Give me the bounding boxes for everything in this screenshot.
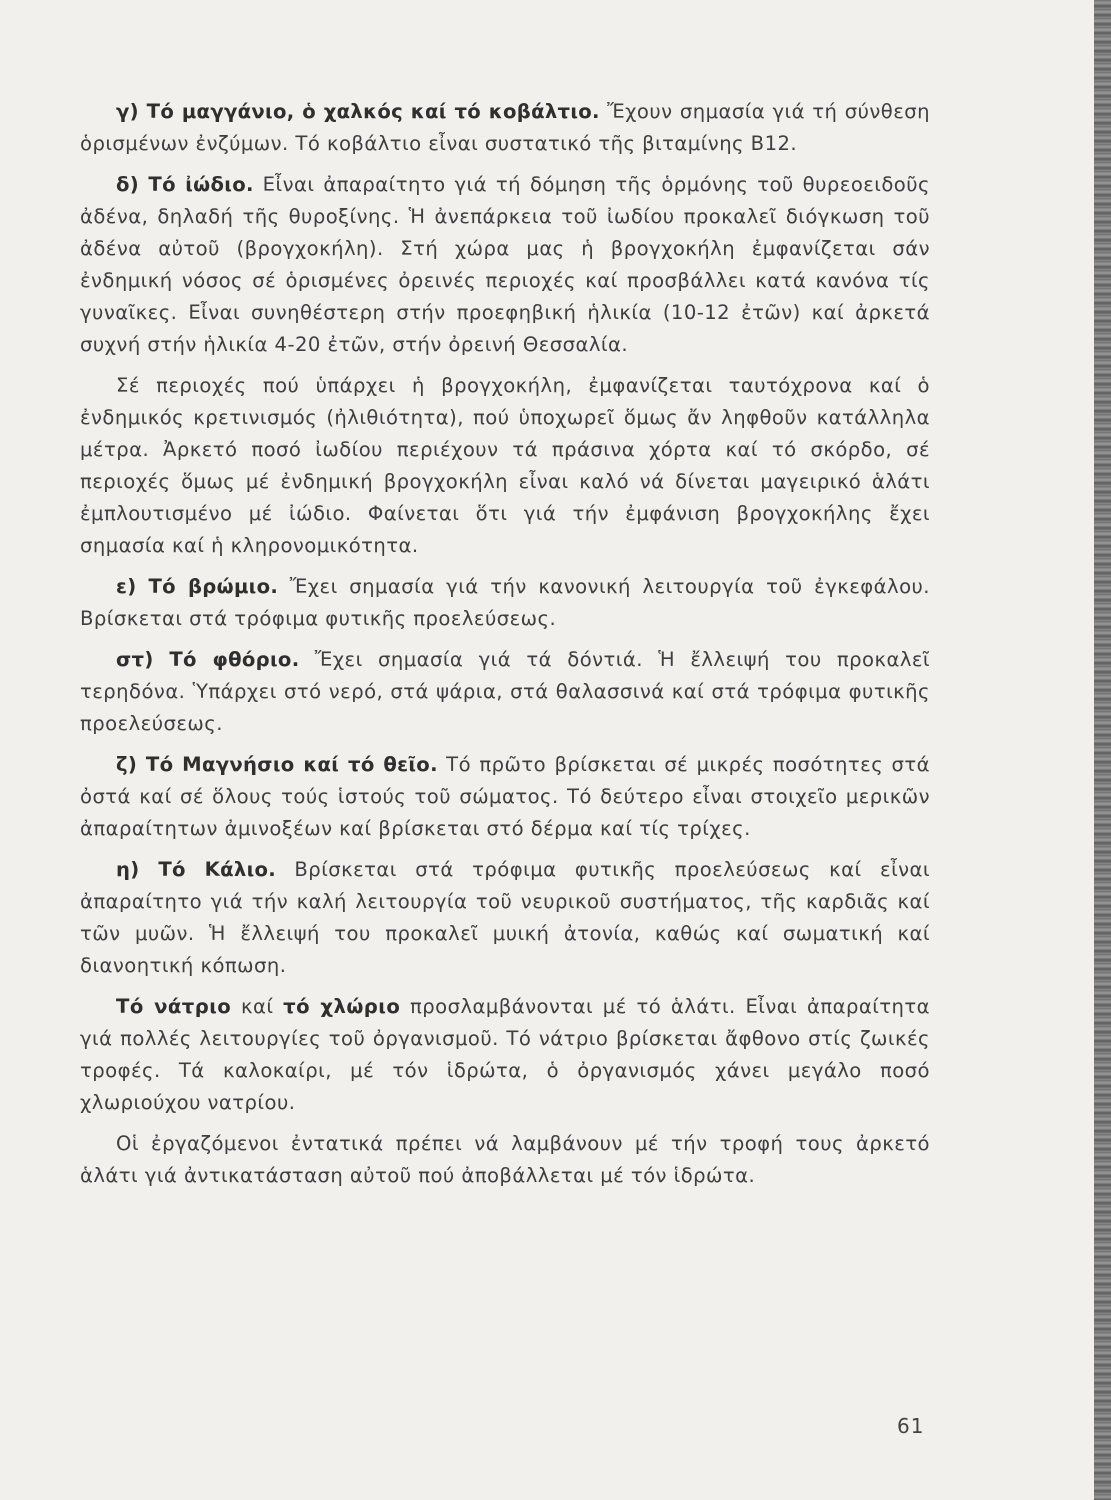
text-magnesium: Τό πρῶτο βρίσκεται σέ μικρές ποσότητες στά ὀστά καί σέ ὅλους τούς ἱστούς τοῦ σώματος. Τό δεύτερο εἶναι στοιχεῖο μερικῶν ἀπαραίτητων ἀμινοξέων καί βρίσκεται στό δέρμα καί τίς τρίχες. (80, 753, 931, 840)
text-manganese: Ἔχουν σημασία γιά τή σύνθεση ὁρισμένων ἐνζύμων. Τό κοβάλτιο εἶναι συστατικό τῆς βιταμίνης Β12. (80, 100, 930, 155)
text-sodium-chlorine: προσλαμβάνονται μέ τό ἁλάτι. Εἶναι ἀπαραίτητα γιά πολλές λειτουργίες τοῦ ὀργανισμοῦ. Τό νάτριο βρίσκεται ἄφθονο στίς ζωικές τροφές. Τά καλοκαίρι, μέ τόν ἱδρώτα, ὁ ὀργανισμός χάνει μεγάλο ποσό χλωριούχου νατρίου. (80, 995, 931, 1114)
paragraph-goiter (80, 370, 930, 562)
text-bromine: Ἔχει σημασία γιά τήν κανονική λειτουργία τοῦ ἐγκεφάλου. Βρίσκεται στά τρόφιμα φυτικῆς προελεύσεως. (80, 575, 930, 630)
heading-magnesium: ζ) Τό Μαγνήσιο καί τό θεῖο. (116, 753, 438, 776)
text-iodine: Εἶναι ἀπαραίτητο γιά τή δόμηση τῆς ὁρμόνης τοῦ θυρεοειδοῦς ἀδένα, δηλαδή τῆς θυροξίνης. Ἡ ἀνεπάρκεια τοῦ ἰωδίου προκαλεῖ διόγκωση τοῦ ἀδένα αὐτοῦ (βρογχοκήλη). Στή χώρα μας ἡ βρογχοκήλη ἐμφανίζεται σάν ἐνδημική νόσος σέ ὁρισμένες ὀρεινές περιοχές καί προσβάλλει κατά κανόνα τίς γυναῖκες. Εἶναι συνηθέστερη στήν προεφηβική ἡλικία (10-12 ἐτῶν) καί ἀρκετά συχνή στήν ἡλικία 4-20 ἐτῶν, στήν ὀρεινή Θεσσαλία. (80, 173, 930, 356)
connector-and: καί (231, 995, 284, 1018)
paragraph-bromine (80, 571, 930, 635)
page-number: 61 (897, 1414, 925, 1438)
term-chlorine: τό χλώριο (283, 995, 401, 1018)
text-fluorine: Ἔχει σημασία γιά τά δόντιά. Ἡ ἔλλειψή του προκαλεῖ τερηδόνα. Ὑπάρχει στό νερό, στά ψάρια, στά θαλασσινά καί στά τρόφιμα φυτικῆς προελεύσεως. (80, 648, 931, 735)
paragraph-magnesium (80, 749, 930, 845)
scan-edge-strip (1094, 0, 1111, 1500)
term-sodium: Τό νάτριο (116, 995, 232, 1018)
paragraph-sodium-chlorine (80, 991, 930, 1119)
paragraph-fluorine (80, 644, 930, 740)
paragraph-manganese (80, 96, 930, 160)
heading-potassium: η) Τό Κάλιο. (116, 858, 277, 881)
paragraph-potassium (80, 854, 930, 982)
paragraph-iodine (80, 169, 930, 361)
text-workers: Οἱ ἐργαζόμενοι ἐντατικά πρέπει νά λαμβάνουν μέ τήν τροφή τους ἀρκετό ἁλάτι γιά ἀντικατάσταση αὐτοῦ πού ἀποβάλλεται μέ τόν ἱδρώτα. (80, 1132, 930, 1187)
heading-iodine: δ) Τό ἰώδιο. (116, 173, 254, 196)
heading-fluorine: στ) Τό φθόριο. (116, 648, 300, 671)
page-body (80, 96, 930, 1201)
paragraph-workers (80, 1128, 930, 1192)
heading-manganese: γ) Τό μαγγάνιο, ὁ χαλκός καί τό κοβάλτιο. (116, 100, 600, 123)
text-potassium: Βρίσκεται στά τρόφιμα φυτικῆς προελεύσεως καί εἶναι ἀπαραίτητο γιά τήν καλή λειτουργία τοῦ νευρικοῦ συστήματος, τῆς καρδιᾶς καί τῶν μυῶν. Ἡ ἔλλειψή του προκαλεῖ μυική ἀτονία, καθώς καί σωματική καί διανοητική κόπωση. (80, 858, 930, 977)
text-goiter: Σέ περιοχές πού ὑπάρχει ἡ βρογχοκήλη, ἐμφανίζεται ταυτόχρονα καί ὁ ἐνδημικός κρετινισμός (ἠλιθιότητα), πού ὑποχωρεῖ ὅμως ἄν ληφθοῦν κατάλληλα μέτρα. Ἀρκετό ποσό ἰωδίου περιέχουν τά πράσινα χόρτα καί τό σκόρδο, σέ περιοχές ὅμως μέ ἐνδημική βρογχοκήλη εἶναι καλό νά δίνεται μαγειρικό ἁλάτι ἐμπλουτισμένο μέ ἰώδιο. Φαίνεται ὅτι γιά τήν ἐμφάνιση βρογχοκήλης ἔχει σημασία καί ἡ κληρονομικότητα. (80, 374, 930, 557)
heading-bromine: ε) Τό βρώμιο. (116, 575, 279, 598)
